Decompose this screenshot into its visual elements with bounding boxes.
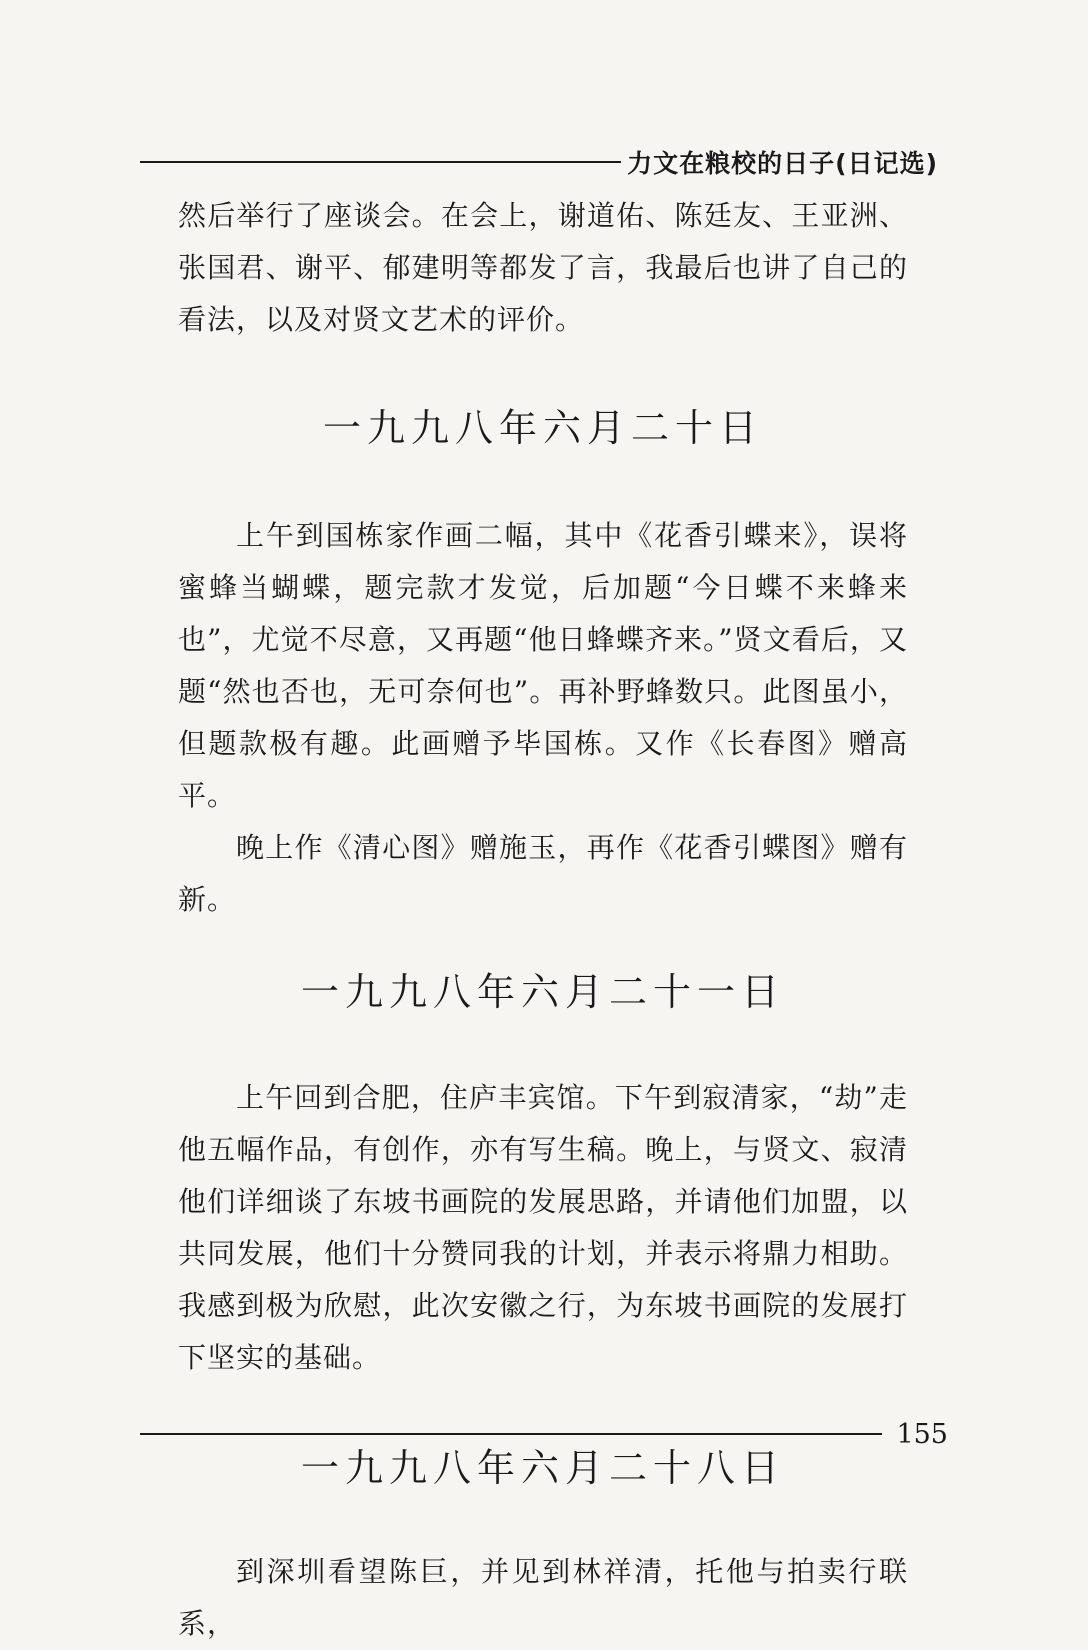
paragraph-continued: 然后举行了座谈会。在会上，谢道佑、陈廷友、王亚洲、张国君、谢平、郁建明等都发了言，我最后也讲了自己的看法，以及对贤文艺术的评价。 <box>178 199 908 336</box>
diary-paragraph: 上午到国栋家作画二幅，其中《花香引蝶来》，误将蜜蜂当蝴蝶，题完款才发觉，后加题“今日蝶不来蜂来也”，尤觉不尽意，又再题“他日蜂蝶齐来。”贤文看后，又题“然也否也，无可奈何也”。再补野蜂数只。此图虽小，但题款极有趣。此画赠予毕国栋。又作《长春图》赠高平。 <box>178 519 908 812</box>
diary-date-heading: 一九九八年六月二十一日 <box>300 970 785 1014</box>
header-rule <box>140 161 621 163</box>
diary-date-heading: 一九九八年六月二十日 <box>322 406 763 450</box>
diary-paragraph: 到深圳看望陈巨，并见到林祥清，托他与拍卖行联系， <box>178 1555 908 1640</box>
diary-paragraph: 晚上作《清心图》赠施玉，再作《花香引蝶图》赠有新。 <box>178 831 908 916</box>
page-footer <box>140 1412 948 1456</box>
footer-rule <box>140 1433 882 1435</box>
book-title: 力文在粮校的日子(日记选) <box>627 149 938 178</box>
diary-date-heading: 一九九八年六月二十八日 <box>300 1446 785 1490</box>
running-header <box>140 142 938 182</box>
page-number: 155 <box>896 1418 948 1450</box>
diary-paragraph: 上午回到合肥，住庐丰宾馆。下午到寂清家，“劫”走他五幅作品，有创作，亦有写生稿。晚上，与贤文、寂清他们详细谈了东坡书画院的发展思路，并请他们加盟，以共同发展，他们十分赞同我的计划，并表示将鼎力相助。我感到极为欣慰，此次安徽之行，为东坡书画院的发展打下坚实的基础。 <box>178 1081 908 1374</box>
